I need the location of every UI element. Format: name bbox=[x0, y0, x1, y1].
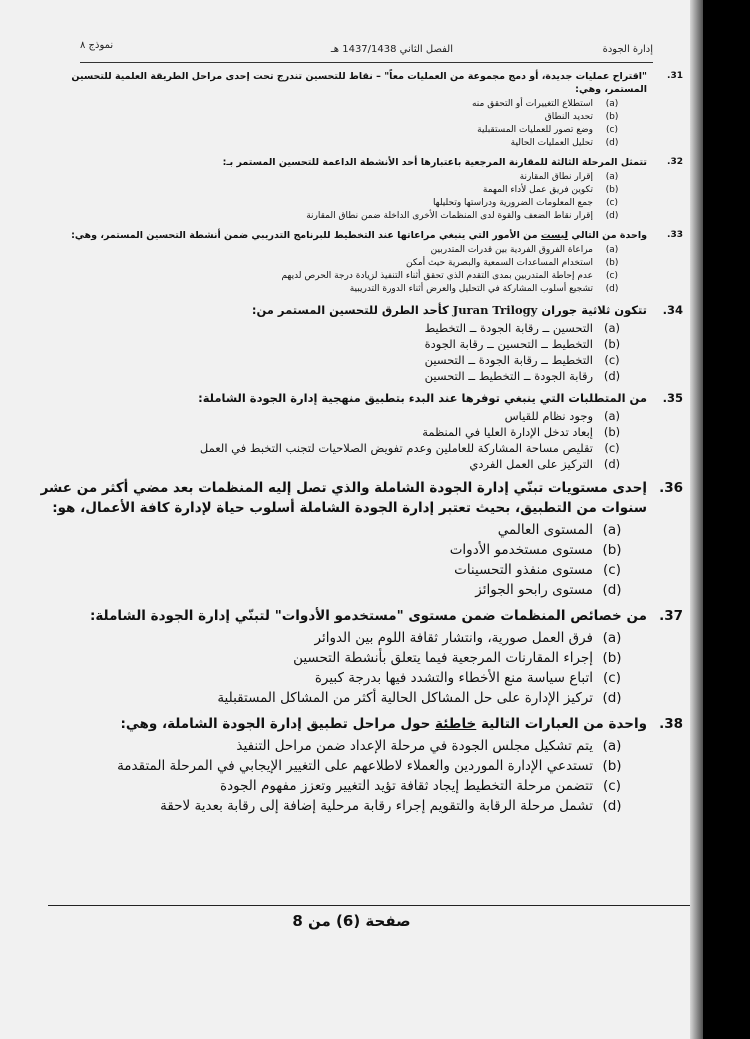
option-letter: (d) bbox=[603, 457, 621, 471]
option-c bbox=[40, 124, 625, 137]
option-letter: (a) bbox=[602, 522, 622, 538]
question-stem: تتمثل المرحلة الثالثة للمقارنة المرجعية باعتبارها أحد الأنشطة الداعمة للتحسين المستمر بـ: bbox=[222, 157, 647, 168]
header-model: نموذج ٨ bbox=[80, 40, 114, 51]
option-letter: (c) bbox=[603, 562, 621, 578]
question-32 bbox=[40, 156, 683, 223]
stem-latin-term: Juran Trilogy bbox=[452, 303, 538, 317]
option-b bbox=[40, 184, 625, 197]
option-text: فرق العمل صورية، وانتشار ثقافة اللوم بين الدوائر bbox=[314, 630, 593, 646]
questions-area bbox=[40, 70, 683, 822]
option-b bbox=[40, 648, 625, 668]
option-letter: (c) bbox=[604, 353, 620, 367]
question-number: 31. bbox=[667, 71, 683, 81]
question-number: 38. bbox=[659, 716, 683, 732]
option-text: المستوى العالمي bbox=[497, 522, 593, 538]
option-text: اتباع سياسة منع الأخطاء والتشدد فيها بدرجة كبيرة bbox=[314, 670, 593, 686]
question-stem bbox=[40, 229, 665, 242]
option-text: عدم إحاطة المتدربين بمدى التقدم الذي تحقق أثناء التنفيذ لزيادة درجة الحرص لديهم bbox=[281, 271, 593, 281]
footer-rule bbox=[48, 905, 695, 906]
options-list bbox=[40, 520, 665, 600]
stem-emphasis: ليست bbox=[540, 230, 569, 241]
option-letter: (d) bbox=[605, 138, 619, 148]
option-letter: (b) bbox=[602, 758, 622, 774]
options-list bbox=[40, 320, 665, 384]
option-text: وجود نظام للقياس bbox=[504, 409, 593, 423]
stem-part: واحدة من التالي bbox=[568, 230, 647, 241]
question-37 bbox=[40, 606, 683, 708]
options-list bbox=[40, 408, 665, 472]
option-text: يتم تشكيل مجلس الجودة في مرحلة الإعداد ضمن مراحل التنفيذ bbox=[236, 738, 593, 754]
option-b bbox=[40, 424, 625, 440]
stem-part: حول مراحل تطبيق إدارة الجودة الشاملة، وهي: bbox=[120, 716, 436, 732]
option-d bbox=[40, 210, 625, 223]
question-36 bbox=[40, 478, 683, 600]
option-text: استطلاع التغييرات أو التحقق منه bbox=[471, 99, 593, 109]
page-number: صفحة (6) من 8 bbox=[292, 912, 411, 930]
option-letter: (a) bbox=[605, 245, 619, 255]
question-35 bbox=[40, 390, 683, 472]
option-text: إبعاد تدخل الإدارة العليا في المنظمة bbox=[422, 425, 593, 439]
option-text: مستوى منفذو التحسينات bbox=[454, 562, 593, 578]
option-text: وضع تصور للعمليات المستقبلية bbox=[477, 125, 593, 135]
option-a bbox=[40, 736, 625, 756]
option-letter: (a) bbox=[605, 172, 619, 182]
option-letter: (c) bbox=[606, 198, 618, 208]
option-letter: (d) bbox=[602, 690, 622, 706]
option-c bbox=[40, 197, 625, 210]
option-d bbox=[40, 137, 625, 150]
option-letter: (a) bbox=[602, 738, 622, 754]
option-letter: (b) bbox=[605, 112, 619, 122]
question-stem: "اقتراح عمليات جديدة، أو دمج مجموعة من العمليات معاً" – نقاط للتحسين تندرج تحت إحدى مراحل الطريقة العلمية للتحسين المستمر، وهي: bbox=[71, 71, 647, 95]
option-letter: (c) bbox=[606, 271, 618, 281]
stem-part: تتكون ثلاثية جوران bbox=[537, 303, 647, 317]
question-stem: إحدى مستويات تبنّي إدارة الجودة الشاملة والذي تصل إليه المنظمات بعد مضي أكثر من عشر سنوات من التطبيق، بحيث تعتبر إدارة الجودة الشاملة أسلوب حياة لإدارة كافة الأعمال، هو: bbox=[40, 480, 647, 516]
option-letter: (a) bbox=[605, 99, 619, 109]
question-33 bbox=[40, 229, 683, 296]
page-edge-shadow bbox=[690, 0, 703, 1039]
option-letter: (d) bbox=[603, 369, 621, 383]
option-text: مستوى مستخدمو الأدوات bbox=[449, 542, 593, 558]
option-letter: (b) bbox=[603, 425, 621, 439]
option-letter: (b) bbox=[602, 650, 622, 666]
option-letter: (b) bbox=[605, 185, 619, 195]
option-d bbox=[40, 283, 625, 296]
stem-emphasis: خاطئة bbox=[435, 716, 477, 732]
question-38 bbox=[40, 714, 683, 816]
option-d bbox=[40, 688, 625, 708]
option-a bbox=[40, 244, 625, 257]
options-list bbox=[40, 171, 665, 223]
question-number: 37. bbox=[659, 608, 683, 624]
stem-part: واحدة من العبارات التالية bbox=[476, 716, 647, 732]
option-text: تتضمن مرحلة التخطيط إيجاد ثقافة تؤيد التغيير وتعزز مفهوم الجودة bbox=[220, 778, 593, 794]
option-d bbox=[40, 456, 625, 472]
option-c bbox=[40, 440, 625, 456]
header-rule bbox=[80, 62, 653, 63]
option-a bbox=[40, 171, 625, 184]
option-letter: (b) bbox=[603, 337, 621, 351]
page-header bbox=[80, 40, 653, 68]
question-31 bbox=[40, 70, 683, 150]
question-stem bbox=[40, 714, 665, 734]
option-text: التركيز على العمل الفردي bbox=[469, 457, 593, 471]
stem-part: كأحد الطرق للتحسين المستمر من: bbox=[251, 303, 453, 317]
option-c bbox=[40, 270, 625, 283]
option-b bbox=[40, 111, 625, 124]
option-text: جمع المعلومات الضرورية ودراستها وتحليلها bbox=[432, 198, 593, 208]
stem-part: من الأمور التي ينبغي مراعاتها عند التخطيط للبرنامج التدريبي ضمن أنشطة التحسين المستمر، وهي: bbox=[71, 230, 541, 241]
option-a bbox=[40, 320, 625, 336]
option-letter: (d) bbox=[602, 582, 622, 598]
question-number: 33. bbox=[667, 230, 683, 240]
option-letter: (d) bbox=[602, 798, 622, 814]
option-a bbox=[40, 98, 625, 111]
option-letter: (d) bbox=[605, 284, 619, 294]
option-text: تحديد النطاق bbox=[544, 112, 593, 122]
header-term: الفصل الثاني 1437/1438 هـ bbox=[330, 44, 453, 55]
option-text: تشجيع أسلوب المشاركة في التحليل والعرض أثناء الدورة التدريبية bbox=[349, 284, 593, 294]
option-a bbox=[40, 628, 625, 648]
option-text: تشمل مرحلة الرقابة والتقويم إجراء رقابة مرحلية إضافة إلى رقابة بعدية لاحقة bbox=[160, 798, 593, 814]
option-text: تحليل العمليات الحالية bbox=[510, 138, 593, 148]
option-d bbox=[40, 796, 625, 816]
option-text: تكوين فريق عمل لأداء المهمة bbox=[482, 185, 593, 195]
option-c bbox=[40, 352, 625, 368]
options-list bbox=[40, 628, 665, 708]
question-number: 34. bbox=[662, 303, 683, 317]
options-list bbox=[40, 736, 665, 816]
option-letter: (b) bbox=[602, 542, 622, 558]
options-list bbox=[40, 98, 665, 150]
question-stem: من خصائص المنظمات ضمن مستوى "مستخدمو الأدوات" لتبنّي إدارة الجودة الشاملة: bbox=[89, 608, 647, 624]
option-a bbox=[40, 408, 625, 424]
option-letter: (c) bbox=[603, 778, 621, 794]
option-c bbox=[40, 560, 625, 580]
option-letter: (c) bbox=[604, 441, 620, 455]
option-c bbox=[40, 776, 625, 796]
option-text: التحسين ــ رقابة الجودة ــ التخطيط bbox=[424, 321, 593, 335]
option-b bbox=[40, 336, 625, 352]
option-letter: (a) bbox=[602, 630, 622, 646]
option-text: تقليص مساحة المشاركة للعاملين وعدم تفويض الصلاحيات لتجنب التخبط في العمل bbox=[199, 441, 593, 455]
option-text: إجراء المقارنات المرجعية فيما يتعلق بأنشطة التحسين bbox=[293, 650, 593, 666]
option-text: تركيز الإدارة على حل المشاكل الحالية أكثر من المشاكل المستقبلية bbox=[217, 690, 593, 706]
option-letter: (a) bbox=[603, 409, 621, 423]
option-text: إقرار نقاط الضعف والقوة لدى المنظمات الأخرى الداخلة ضمن نطاق المقارنة bbox=[306, 211, 593, 221]
question-stem: من المتطلبات التي ينبغي توفرها عند البدء بتطبيق منهجية إدارة الجودة الشاملة: bbox=[198, 391, 647, 405]
options-list bbox=[40, 244, 665, 296]
option-b bbox=[40, 540, 625, 560]
option-d bbox=[40, 580, 625, 600]
header-subject: إدارة الجودة bbox=[602, 44, 653, 55]
question-stem bbox=[40, 302, 665, 318]
question-number: 36. bbox=[659, 480, 683, 496]
option-letter: (c) bbox=[606, 125, 618, 135]
option-letter: (c) bbox=[603, 670, 621, 686]
option-text: مستوى رابحو الجوائز bbox=[475, 582, 593, 598]
question-number: 35. bbox=[662, 391, 683, 405]
option-text: التخطيط ــ رقابة الجودة ــ التحسين bbox=[424, 353, 593, 367]
option-b bbox=[40, 756, 625, 776]
option-text: التخطيط ــ التحسين ــ رقابة الجودة bbox=[424, 337, 593, 351]
option-text: إقرار نطاق المقارنة bbox=[519, 172, 593, 182]
option-letter: (a) bbox=[603, 321, 621, 335]
option-a bbox=[40, 520, 625, 540]
option-c bbox=[40, 668, 625, 688]
option-letter: (d) bbox=[605, 211, 619, 221]
option-text: مراعاة الفروق الفردية بين قدرات المتدربين bbox=[430, 245, 593, 255]
question-34 bbox=[40, 302, 683, 384]
option-b bbox=[40, 257, 625, 270]
question-number: 32. bbox=[667, 157, 683, 167]
option-letter: (b) bbox=[605, 258, 619, 268]
option-d bbox=[40, 368, 625, 384]
option-text: رقابة الجودة ــ التخطيط ــ التحسين bbox=[424, 369, 593, 383]
option-text: تستدعي الإدارة الموردين والعملاء لاطلاعهم على التغيير الإيجابي في المرحلة المتقدمة bbox=[117, 758, 593, 774]
option-text: استخدام المساعدات السمعية والبصرية حيث أمكن bbox=[406, 258, 593, 268]
